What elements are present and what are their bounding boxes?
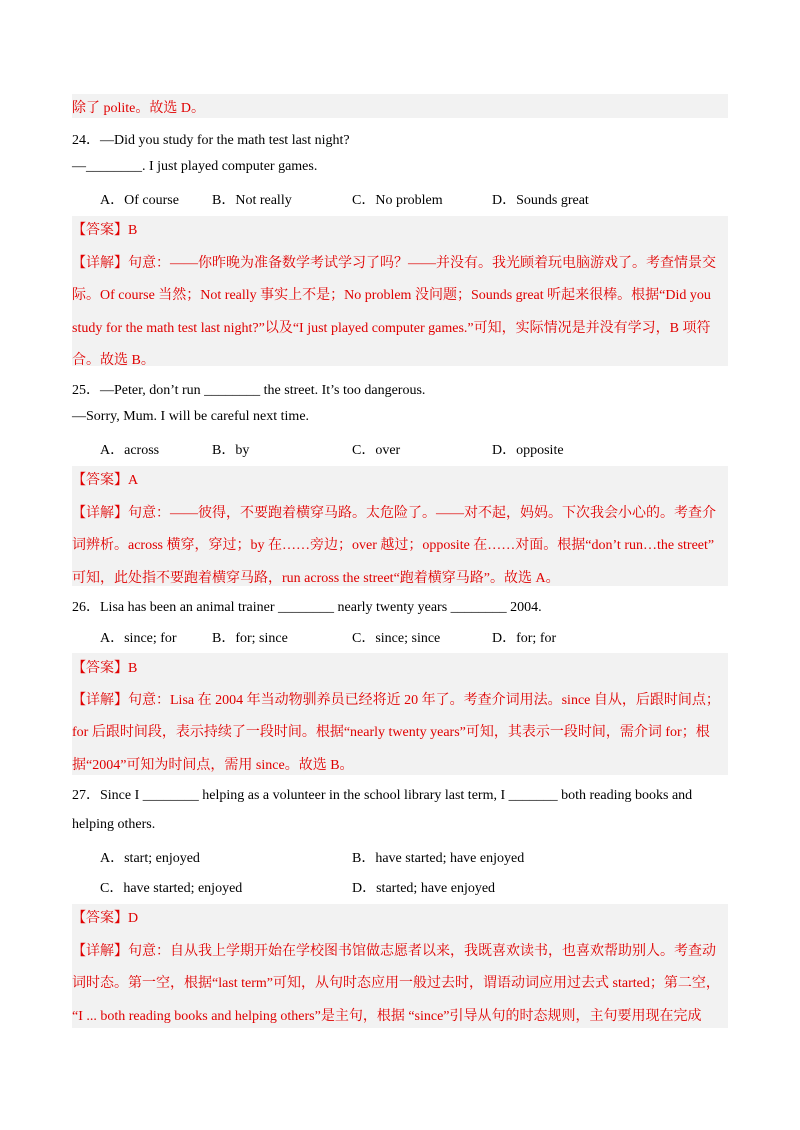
question-24-option-b: B．Not really [212, 193, 292, 208]
question-24-stem-1: 24．—Did you study for the math test last night? [72, 133, 350, 148]
question-25-explain-2: 词辨析。across 横穿，穿过；by 在……旁边；over 越过；opposite 在……对面。根据“don’t run…the street” [72, 538, 715, 553]
question-27-answer-block [72, 904, 728, 1028]
question-25-explain-1: 【详解】句意：——彼得，不要跑着横穿马路。太危险了。——对不起，妈妈。下次我会小心的。考查介 [72, 506, 716, 521]
question-27-explain-3: “I ... both reading books and helping others”是主句，根据 “since”引导从句的时态规则，主句要用现在完成 [72, 1009, 702, 1024]
question-27-stem-1: 27．Since I ________ helping as a volunteer in the school library last term, I _______ both reading books and [72, 788, 693, 803]
question-24-option-d: D．Sounds great [492, 193, 589, 208]
question-27-explain-2: 词时态。第一空，根据“last term”可知，从句时态应用一般过去时，谓语动词应用过去式 started；第二空， [72, 976, 720, 991]
question-27-option-a: A．start; enjoyed [100, 851, 200, 866]
question-26-answer-block [72, 653, 728, 775]
question-26-explain-2: for 后跟时间段，表示持续了一段时间。根据“nearly twenty years”可知，其表示一段时间，需介词 for；根 [72, 725, 710, 740]
question-27-explain-1: 【详解】句意：自从我上学期开始在学校图书馆做志愿者以来，我既喜欢读书，也喜欢帮助别人。考查动 [72, 944, 716, 959]
question-25-explain-3: 可知，此处指不要跑着横穿马路，run across the street“跑着横穿马路”。故选 A。 [72, 571, 560, 586]
question-27-answer: 【答案】D [72, 911, 139, 926]
previous-explanation-block [72, 94, 728, 118]
question-24-answer: 【答案】B [72, 223, 138, 238]
question-26-stem-1: 26．Lisa has been an animal trainer ________ nearly twenty years ________ 2004. [72, 600, 542, 615]
question-25-option-d: D．opposite [492, 443, 564, 458]
question-27-option-b: B．have started; have enjoyed [352, 851, 525, 866]
question-25-answer: 【答案】A [72, 473, 139, 488]
previous-explanation-tail: 除了 polite。故选 D。 [72, 101, 205, 116]
question-24-explain-3: study for the math test last night?”以及“I just played computer games.”可知，实际情况是并没有学习，B 项符 [72, 321, 711, 336]
question-24-answer-block [72, 216, 728, 366]
question-25-stem-1: 25．—Peter, don’t run ________ the street. It’s too dangerous. [72, 383, 426, 398]
question-27-stem-2: helping others. [72, 817, 156, 832]
question-26-option-b: B．for; since [212, 631, 288, 646]
question-24-option-c: C．No problem [352, 193, 443, 208]
question-27-option-c: C．have started; enjoyed [100, 881, 243, 896]
question-26-answer: 【答案】B [72, 661, 138, 676]
question-27-option-d: D．started; have enjoyed [352, 881, 496, 896]
question-26-option-c: C．since; since [352, 631, 441, 646]
question-26-explain-1: 【详解】句意：Lisa 在 2004 年当动物驯养员已经将近 20 年了。考查介词用法。since 自从，后跟时间点； [72, 693, 720, 708]
question-24-explain-2: 际。Of course 当然；Not really 事实上不是；No problem 没问题；Sounds great 听起来很棒。根据“Did you [72, 288, 711, 303]
question-24-explain-1: 【详解】句意：——你昨晚为准备数学考试学习了吗？——并没有。我光顾着玩电脑游戏了。考查情景交 [72, 256, 716, 271]
question-25-option-a: A．across [100, 443, 160, 458]
question-25-answer-block [72, 466, 728, 586]
question-24-explain-4: 合。故选 B。 [72, 353, 155, 368]
question-26-option-a: A．since; for [100, 631, 177, 646]
question-25-stem-2: —Sorry, Mum. I will be careful next time. [72, 409, 310, 424]
question-26-option-d: D．for; for [492, 631, 557, 646]
question-24-stem-2: —________. I just played computer games. [72, 159, 318, 174]
question-26-explain-3: 据“2004”可知为时间点，需用 since。故选 B。 [72, 758, 354, 773]
question-24-option-a: A．Of course [100, 193, 179, 208]
question-25-option-c: C．over [352, 443, 401, 458]
question-25-option-b: B．by [212, 443, 250, 458]
